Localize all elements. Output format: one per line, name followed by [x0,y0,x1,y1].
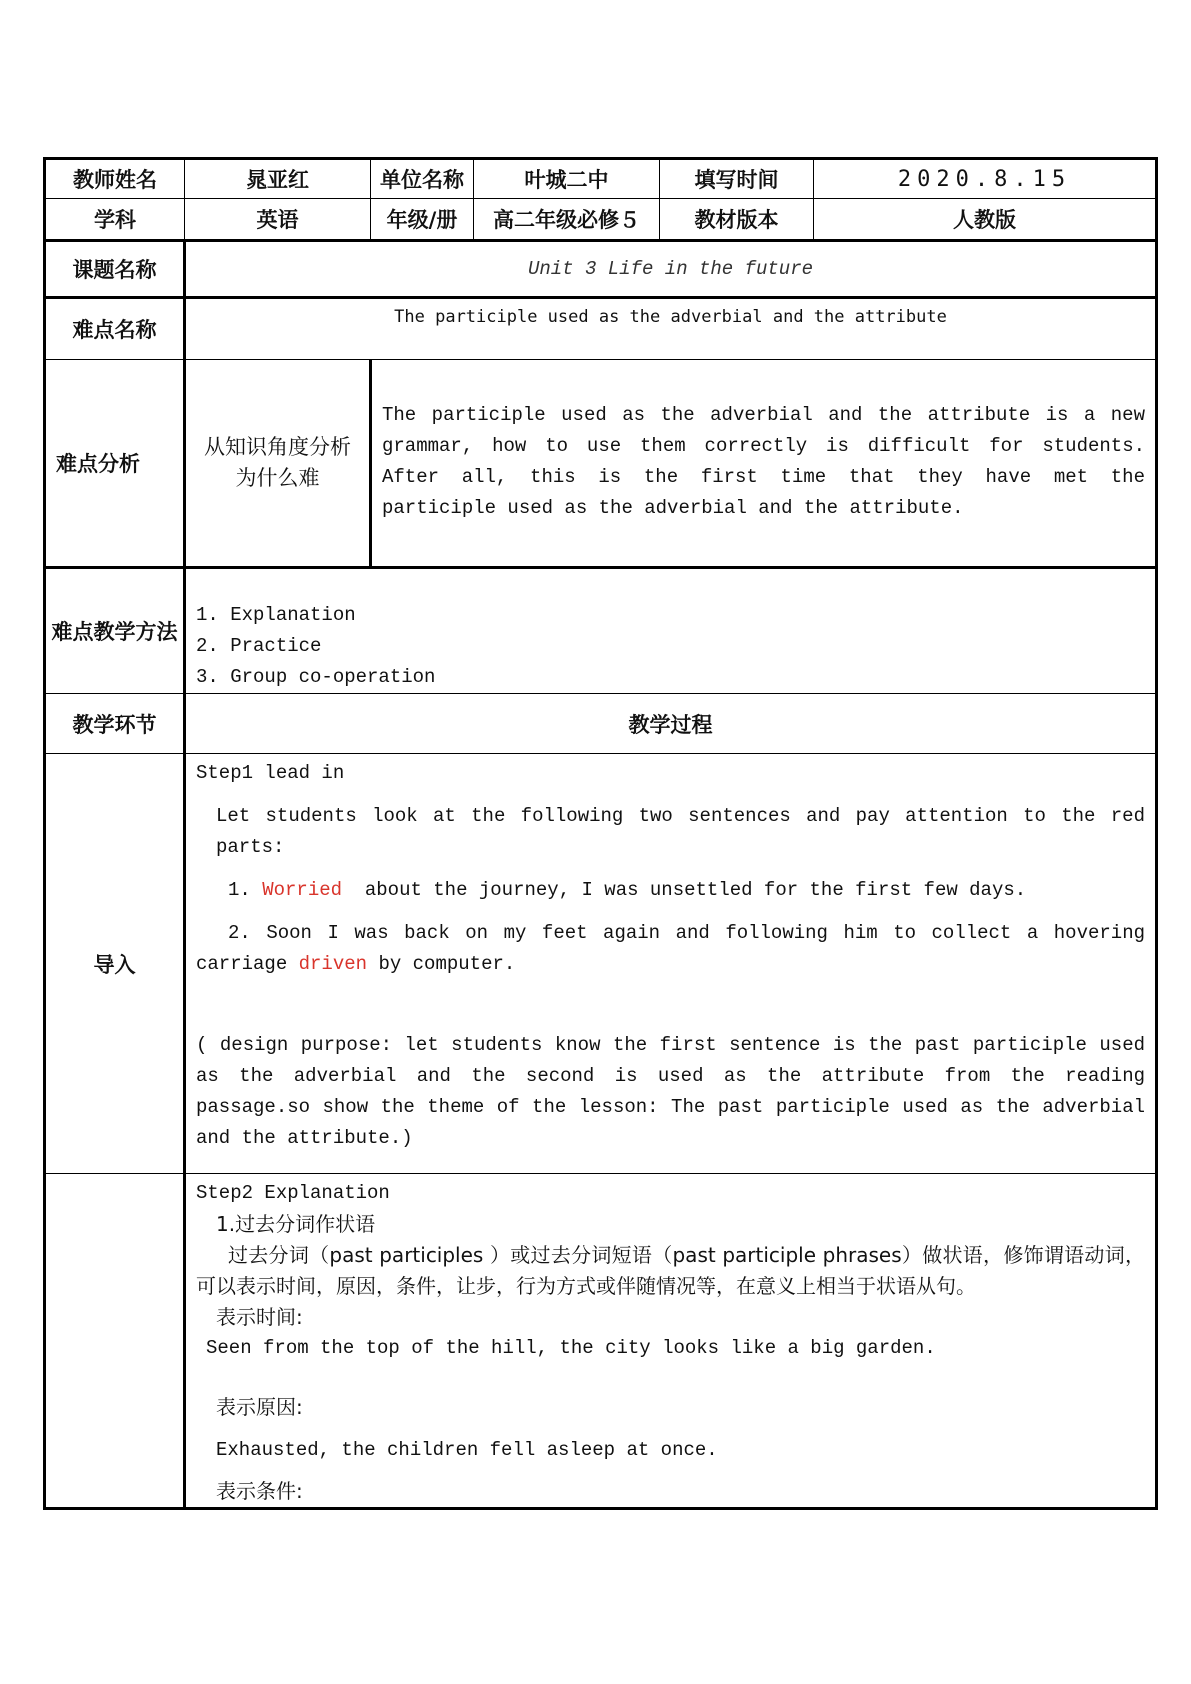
sentence-1-rest: about the journey, I was unsettled for the first few days. [364,879,1027,901]
explanation-desc: 过去分词（past participles ）或过去分词短语（past participle phrases）做状语，修饰谓语动词，可以表示时间，原因，条件，让步，行为方式或伴随情况等，在意义上相当于状语从句。 [196,1243,1145,1298]
stage-header: 教学环节 [45,694,185,754]
time-example: Seen from the top of the hill, the city looks like a big garden. [206,1337,936,1359]
edition-value: 人教版 [814,199,1157,241]
analysis-text: The participle used as the adverbial and the attribute is a new grammar, how to use them correctly is difficult for students. After all, this is the first time that they have met the participle used as the adverbial and the attribute. [382,404,1145,519]
method-item: 1. Explanation [196,604,356,626]
sentence-1-number: 1. [228,879,251,901]
fill-date-value: 2020.8.15 [814,159,1157,199]
condition-label: 表示条件: [216,1479,303,1503]
time-label: 表示时间: [216,1305,303,1329]
difficulty-label: 难点名称 [45,298,185,360]
analysis-label: 难点分析 [45,360,185,568]
process-header: 教学过程 [185,694,1157,754]
analysis-cell [371,360,1157,568]
grade-value: 高二年级必修５ [474,199,660,241]
lead-in-design-purpose: ( design purpose: let students know the first sentence is the past participle used as the adverbial and the second is used as the attribute from the reading passage.so show the theme of the lesson: The past participle used as the adverbial and the attribute.) [196,1034,1145,1149]
explanation-heading: 1.过去分词作状语 [216,1212,376,1236]
sentence-2-start: 2. Soon I was back on my feet again and following him to collect a hovering carriage [196,922,1145,975]
unit-name-label: 单位名称 [371,159,474,199]
explanation-cell [185,1174,1157,1509]
unit-name-value: 叶城二中 [474,159,660,199]
fill-date-label: 填写时间 [660,159,814,199]
reason-label: 表示原因: [216,1395,303,1419]
subject-label: 学科 [45,199,185,241]
lead-in-step-title: Step1 lead in [196,762,345,784]
sentence-1-red: Worried [262,879,343,901]
lead-in-intro: Let students look at the following two sentences and pay attention to the red parts: [216,805,1145,858]
lead-in-sentence-2 [196,918,1145,980]
method-item: 2. Practice [196,635,322,657]
difficulty-value: The participle used as the adverbial and the attribute [185,298,1157,360]
method-cell [185,568,1157,694]
sentence-2-red: driven [298,953,368,975]
analysis-sub-label: 从知识角度分析为什么难 [185,360,371,568]
explanation-stage [45,1174,185,1509]
lead-in-stage: 导入 [45,754,185,1174]
lesson-plan-table [43,157,1158,1510]
reason-example: Exhausted, the children fell asleep at once. [216,1439,718,1461]
lesson-plan [43,157,1155,1510]
edition-label: 教材版本 [660,199,814,241]
lead-in-sentence-1 [196,875,1145,906]
explanation-step-title: Step2 Explanation [196,1182,390,1204]
topic-value: Unit 3 Life in the future [185,241,1157,298]
teacher-name-label: 教师姓名 [45,159,185,199]
lead-in-cell [185,754,1157,1174]
teacher-name-value: 晁亚红 [185,159,371,199]
subject-value: 英语 [185,199,371,241]
topic-label: 课题名称 [45,241,185,298]
method-item: 3. Group co-operation [196,666,436,688]
sentence-2-end: by computer. [378,953,516,975]
grade-label: 年级/册 [371,199,474,241]
method-label: 难点教学方法 [45,568,185,694]
